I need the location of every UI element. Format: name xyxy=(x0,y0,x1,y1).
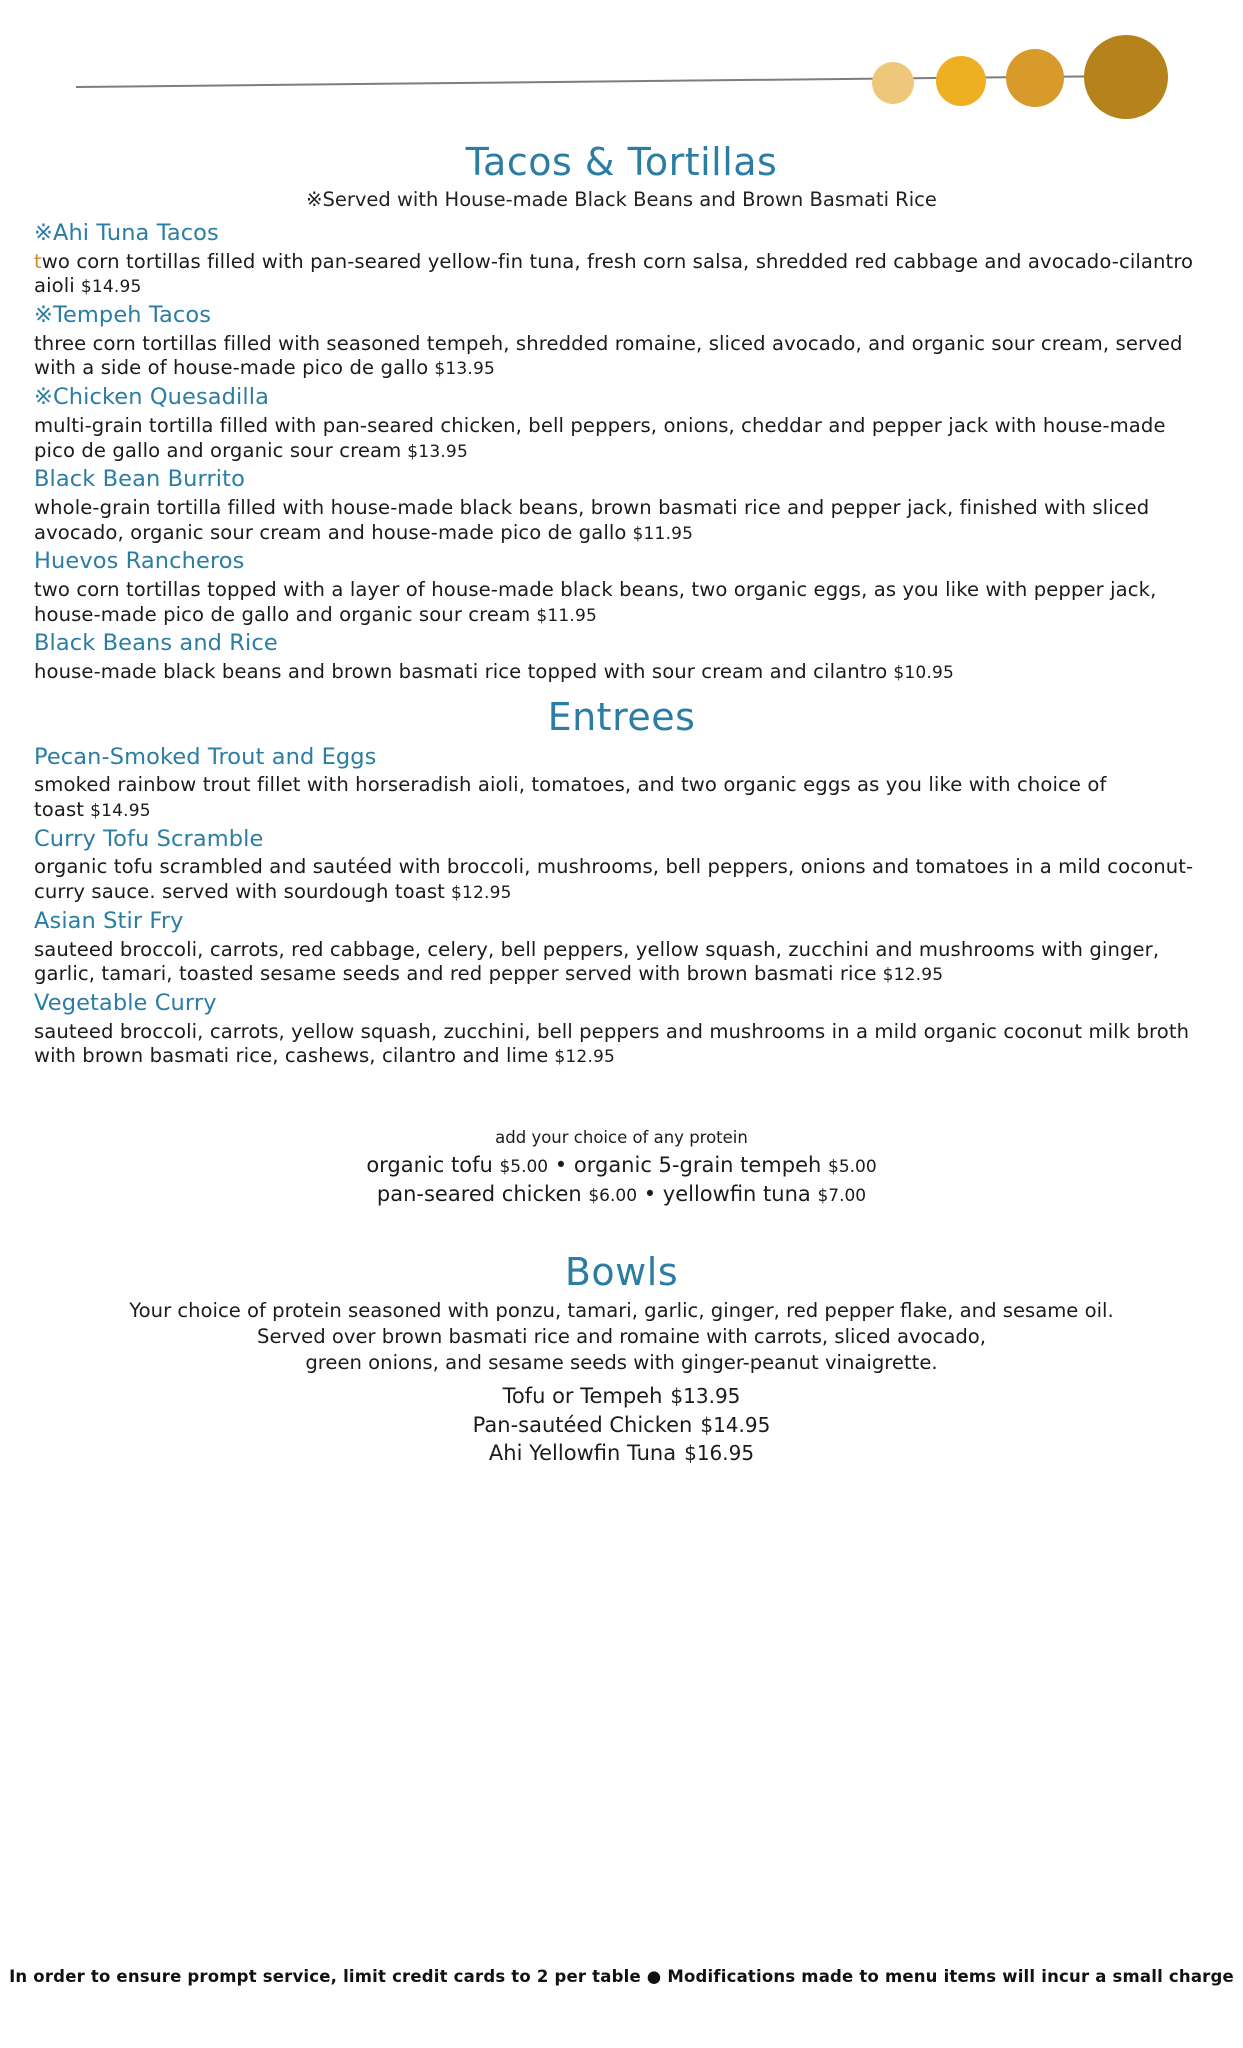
menu-item-name: ※Chicken Quesadilla xyxy=(34,384,269,411)
menu-item-description: organic tofu scrambled and sautéed with broccoli, mushrooms, bell peppers, onions and tomatoes in a mild coconut-curry sauce. served with sourdough toast $12.95 xyxy=(34,855,1194,904)
menu-item-price: $14.95 xyxy=(80,277,142,298)
section-title-bowls: Bowls xyxy=(564,1249,679,1294)
menu-item-name: Black Bean Burrito xyxy=(34,466,245,493)
menu-item xyxy=(34,383,1209,463)
menu-item-name: ※Tempeh Tacos xyxy=(34,302,212,329)
menu-item-description: smoked rainbow trout fillet with horseradish aioli, tomatoes, and two organic eggs as you like with choice of toast $14.95 xyxy=(34,773,1107,822)
menu-item-price: $13.95 xyxy=(670,1384,741,1409)
menu-item-description: whole-grain tortilla filled with house-made black beans, brown basmati rice and pepper jack, finished with sliced avocado, organic sour cream and house-made pico de gallo $11.95 xyxy=(34,495,1150,544)
menu-item xyxy=(34,907,1209,987)
decorative-dot-small xyxy=(872,62,914,104)
menu-item xyxy=(34,301,1209,381)
decorative-dot-xlarge xyxy=(1084,35,1168,119)
decorative-line xyxy=(76,75,1166,88)
menu-item-name: Asian Stir Fry xyxy=(34,907,184,934)
addons-line-one: organic tofu $5.00 • organic 5-grain tempeh $5.00 xyxy=(366,1153,877,1178)
bowls-description-line-2: Served over brown basmati rice and romaine with carrots, sliced avocado, xyxy=(257,1324,986,1348)
menu-item-price: $12.95 xyxy=(450,883,512,904)
bowls-price-list xyxy=(34,1382,1209,1468)
menu-item-description: three corn tortillas filled with seasoned tempeh, shredded romaine, sliced avocado, and organic sour cream, served with a side of house-made pico de gallo $13.95 xyxy=(34,331,1183,380)
menu-item-name: Black Beans and Rice xyxy=(34,630,278,657)
menu-item-description: two corn tortillas filled with pan-seared yellow-fin tuna, fresh corn salsa, shredded red cabbage and avocado-cilantro aioli $14.95 xyxy=(34,249,1194,298)
menu-item xyxy=(34,547,1209,627)
decorative-dot-medium xyxy=(936,56,986,106)
menu-item-description: house-made black beans and brown basmati rice topped with sour cream and cilantro $10.95 xyxy=(34,660,955,683)
decorative-dot-large xyxy=(1006,49,1064,107)
menu-item-price: $10.95 xyxy=(893,663,955,683)
asterisk-icon: ※ xyxy=(34,220,53,246)
menu-item-name: Huevos Rancheros xyxy=(34,548,245,575)
menu-item-description: two corn tortillas topped with a layer of house-made black beans, two organic eggs, as you like with pepper jack, house-made pico de gallo and organic sour cream $11.95 xyxy=(34,577,1157,626)
menu-item-price: $14.95 xyxy=(700,1412,771,1437)
menu-item-price: $16.95 xyxy=(684,1441,755,1466)
addons-line-two: pan-seared chicken $6.00 • yellowfin tuna $7.00 xyxy=(376,1181,867,1206)
bowls-description-line-1: Your choice of protein seasoned with ponzu, tamari, garlic, ginger, red pepper flake, and sesame oil. xyxy=(129,1298,1114,1322)
menu-item-price: $11.95 xyxy=(536,605,598,626)
addon-price: $5.00 xyxy=(499,1157,549,1178)
menu-section-entrees xyxy=(34,743,1209,1069)
menu-item xyxy=(34,743,1209,823)
bowls-price-row: Tofu or Tempeh $13.95 xyxy=(502,1384,741,1409)
menu-item xyxy=(34,465,1209,545)
menu-item-price: $12.95 xyxy=(554,1047,616,1068)
asterisk-icon: ※ xyxy=(34,384,53,411)
menu-item xyxy=(34,219,1209,299)
addon-price: $6.00 xyxy=(588,1185,638,1206)
menu-section-bowls xyxy=(34,1250,1209,1468)
dagger-icon: t xyxy=(34,249,42,273)
menu-item-description: sauteed broccoli, carrots, red cabbage, celery, bell peppers, yellow squash, zucchini and mushrooms with ginger, garlic, tamari, toasted sesame seeds and red pepper served with brown basmati rice $12.95 xyxy=(34,937,1160,986)
menu-item-price: $14.95 xyxy=(90,801,151,822)
menu-section-tacos xyxy=(34,219,1209,685)
menu-item-description: sauteed broccoli, carrots, yellow squash, zucchini, bell peppers and mushrooms in a mild organic coconut milk broth with brown basmati rice, cashews, cilantro and lime $12.95 xyxy=(34,1019,1190,1068)
addon-price: $7.00 xyxy=(817,1185,867,1206)
menu-item-name: Curry Tofu Scramble xyxy=(34,825,264,852)
menu-item-price: $11.95 xyxy=(632,523,694,544)
menu-item-price: $13.95 xyxy=(434,359,495,380)
section-title-entrees: Entrees xyxy=(547,694,696,739)
menu-item xyxy=(34,825,1209,905)
asterisk-icon: ※ xyxy=(34,302,53,329)
menu-item xyxy=(34,989,1209,1069)
menu-item xyxy=(34,629,1209,684)
menu-item-description: multi-grain tortilla filled with pan-seared chicken, bell peppers, onions, cheddar and pepper jack with house-made pico de gallo and organic sour cream $13.95 xyxy=(34,413,1166,462)
menu-item-price: $12.95 xyxy=(882,965,944,986)
addons-title: add your choice of any protein xyxy=(495,1127,748,1147)
section-title-tacos: Tacos & Tortillas xyxy=(465,140,778,184)
bowls-description-line-3: green onions, and sesame seeds with ginger-peanut vinaigrette. xyxy=(305,1350,938,1374)
menu-item-price: $13.95 xyxy=(407,441,468,462)
menu-item-name: Vegetable Curry xyxy=(34,989,217,1016)
menu-item-name: Pecan-Smoked Trout and Eggs xyxy=(34,743,377,770)
menu-item-name: ※Ahi Tuna Tacos xyxy=(34,220,219,246)
bowls-price-row: Ahi Yellowfin Tuna $16.95 xyxy=(488,1441,755,1466)
footer-note: In order to ensure prompt service, limit credit cards to 2 per table ● Modifications made to menu items will incur a small charge xyxy=(9,1967,1234,1986)
header-decoration xyxy=(34,0,1209,130)
bowls-price-row: Pan-sautéed Chicken $14.95 xyxy=(472,1412,771,1437)
protein-addons xyxy=(34,1127,1209,1208)
section-note-tacos: ※Served with House-made Black Beans and Brown Basmati Rice xyxy=(306,188,937,211)
addon-price: $5.00 xyxy=(828,1157,877,1178)
